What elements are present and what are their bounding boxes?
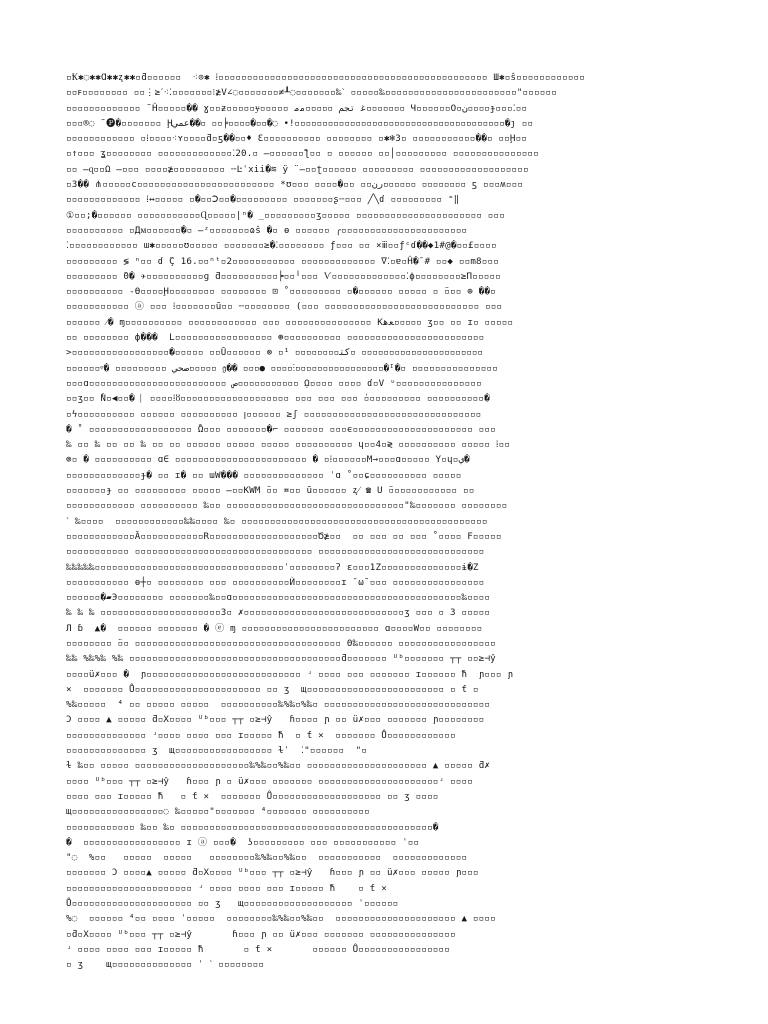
text-line: ▫ ʒ щ▫▫▫▫▫▫▫▫▫▫▫▫▫▫ ˈ ˋ ▫▫▫▫▫▫▫▫ bbox=[66, 959, 265, 971]
text-line: ▫▫▫▫▫▫▫▫▫▫▫▫ ▫⁞▫▫▫▫⁖ʏ▫▫▫▫ƌ▫ƽ��▫▫♦ Ɛ▫▫▫▫▫▫▫▫▫▫ ▫▫▫▫▫▫▫▫ ▫✱❄3▫ ▫▫▫▫▫▫▫▫▫▫▫��▫ ▫▫Ḩ▫▫ bbox=[66, 133, 528, 145]
text-line: � ̊ ▫▫▫▫▫▫▫▫▫▫▫▫▫▫▫▫▫▫ ̊Ω▫▫▫ ▫▫▫▫▫▫▫�⌐ ▫▫▫▫▫▫▫ ▫▫▫ϵ▫▫▫▫▫▫▫▫▫▫▫▫▫▫▫▫▫▫▫▫▫ ▫▫▫ bbox=[66, 423, 496, 435]
garbled-text-block bbox=[66, 70, 706, 973]
text-line: ▫▫▫▫ ▫▫▫ ɪ▫▫▫▫▫ ̄ħ ▫ ƭ × ▫▫▫▫▫▫▫ Ů▫▫▫▫▫▫▫▫▫▫▫▫▫▫▫▫▫▫▫ ▫▫ ʒ ▫▫▫▫ bbox=[66, 790, 439, 802]
text-line: ▫3�� ⋔▫▫▫▫▫ϲ▫▫▫▫▫▫▫▫▫▫▫▫▫▫▫▫▫▫▫▫▫▫▫▫ *ʊ▫▫▫ ▫▫▫▫�▫▫ ▫▫ﺭﻥ▫▫▫▫▫▫ ▫▫▫▫▫▫▫▫ ƽ ▫▫▫ʍ▫▫▫ bbox=[66, 179, 524, 191]
text-line: ▫▫▫▫▫▫▫▫▫▫▫▫▫ ˜Ĥ▫▫▫▫▫�� ɣ▫▫ƶ▫▫▫▫▫ɏ▫▫▫▫▫ ﻏ ﺗﺠﻢ ▫▫▫▫▫ﻣﻣ▫▫▫▫▫▫▫ Ч▫▫▫▫▫▫O▫ﻥ▫▫▫▫ɟ▫▫▫⁚▫▫ bbox=[66, 102, 528, 114]
text-line: ‰‰‰‰‰▫▫▫▫▫▫▫▫▫▫▫▫▫▫▫▫▫▫▫▫▫▫▫▫▫▫▫▫▫▫▫▫▫ˈ▫▫▫▫▫▫▫▫ʔ ɛ▫▫▫1Z▫▫▫▫▫▫▫▫▫▫▫▫▫▫ɨ�Z bbox=[66, 561, 479, 573]
text-line: ▫▫▫▫▫▫�▰Э▫▫▫▫▫▫▫▫ ▫▫▫▫▫▫▫‰▫▫ɑ▫▫▫▫▫▫▫▫▫▫▫▫▫▫▫▫▫▫▫▫▫▫▫▫▫▫▫▫▫▫▫▫▫▫▫▫▫▫▫▫‰▫▫▫▫ bbox=[66, 592, 491, 604]
text-line: � ▫▫▫▫▫▫▫▫▫▫▫▫▫▫▫▫▫ ɪ ⓐ ▫▫▫� ʖ▫▫▫▫▫▫▫▫▫ ▫▫▫ ▫▫▫▫▫▫▫▫▫▫▫ ˈ▫▫ bbox=[66, 836, 420, 848]
text-line: ▫▫▫▫▫▫▫▫▫▫▫ ⓐ ▫▫▫ ⁞▫▫▫▫▫▫▫ũ▫▫ ╌▫▫▫▫▫▫▫▫ (▫▫▫ ▫▫▫▫▫▫▫▫▫▫▫▫▫▫▫▫▫▫▫▫▫▫▫▫▫▫▫ ▫▫▫ bbox=[66, 301, 503, 313]
text-line: ▫▫▫▫▫▫▫▫ ̈▫▫ ▫▫▫▫▫▫▫▫▫▫▫▫▫▫▫▫▫▫▫▫▫▫▫▫▫▫▫▫▫▫▫▫▫▫▫▫ Θ‰▫▫▫▫▫▫ ▫▫▫▫▫▫▫▫▫▫▫▫▫▫▫▫▫ bbox=[66, 637, 496, 649]
text-line: ‰‰ %‰%‰ %‰ ▫▫▫▫▫▫▫▫▫▫▫▫▫▫▫▫▫▫▫▫▫▫▫▫▫▫▫▫▫▫▫▫▫▫▫▫▫ƌ▫▫▫▫▫▫▫ ᵁᵇ▫▫▫▫▫▫▫ ┬┬ ▫▫≥⊣ŷ bbox=[66, 653, 496, 665]
text-line: ‰ ▫▫ ‰ ▫▫ ▫▫ ‰ ▫▫ ▫▫ ▫▫▫▫▫▫ ▫▫▫▫▫ ▫▫▫▫▫ ▫▫▫▫▫▫▫▫▫▫ ɥ▫▫4▫≷ ▫▫▫▫▫▫▫▫▫▫ ▫▫▫▫▫ ⁞▫▫ bbox=[66, 439, 511, 451]
text-line: %◌ ▫▫▫▫▫▫ ⁴▫▫ ▫▫▫▫ ˈ▫▫▫▫▫ ▫▫▫▫▫▫▫▫‰%‰▫▫%‰▫▫ ▫▫▫▫▫▫▫▫▫▫▫▫▫▫▫▫▫▫▫▫▫ ▲ ▫▫▫▫ bbox=[66, 913, 496, 925]
text-line: ▫▫▫ɑ▫▫▫▫▫▫▫▫▫▫▫▫▫▫▫▫▫▫▫▫▫▫▫▫ ﺹ▫▫▫▫▫▫▫▫▫▫▫ ῼ▫▫▫▫ ▫▫▫▫ ɗ▫V ᶹ▫▫▫▫▫▫▫▫▫▫▫▫▫▫▫ bbox=[66, 377, 482, 389]
text-line: ʴ ▫▫▫▫ ▫▫▫▫ ▫▫▫ ɪ▫▫▫▫▫ ̄ħ ▫ ƭ × ▫▫▫▫▫▫ Ů▫▫▫▫▫▫▫▫▫▫▫▫▫▫▫▫ bbox=[66, 943, 450, 955]
text-line: %‰▫▫▫▫▫ ⁴ ▫▫ ▫▫▫▫▫ ▫▫▫▫▫ ▫▫▫▫▫▫▫▫▫▫‰%‰▫%‰▫ ▫▫▫▫▫▫▫▫▫▫▫▫▫▫▫▫▫▫▫▫▫▫▫▫▫▫▫▫▫ bbox=[66, 699, 491, 711]
text-line: ▫▫▫▫▫▫ ⁄� ɱ▫▫▫▫▫▫▫▫▫▫ ▫▫▫▫▫▫▫▫▫▫▫▫ ▫▫▫ ▫▫▫▫▫▫▫▫▫▫▫▫▫▫▫ Kﻌﻫ▫▫▫▫▫ ʒ▫▫ ▫▫ ɪ▫ ▫▫▫▫▫ bbox=[66, 316, 514, 328]
text-line: ▫▫▫▫▫▫▫▫▫▫▫▫▫▫▫▫▫▫▫▫▫▫ ʴ ▫▫▫▫ ▫▫▫▫ ▫▫▫ ɪ▫▫▫▫▫ ̄ħ ▫ ƭ × bbox=[66, 882, 387, 894]
text-line: ▫▫▫▫ü✗▫▫▫ � ɲ▫▫▫▫▫▫▫▫▫▫▫▫▫▫▫▫▫▫▫▫▫▫▫▫▫▫▫ ʴ ▫▫▫▫ ▫▫▫ ▫▫▫▫▫▫▫ ɪ▫▫▫▫▫▫ ̄ħ ɲ▫▫▫ ɲ bbox=[66, 668, 514, 680]
text-line: >▫▫▫▫▫▫▫▫▫▫▫▫▫▫▫▫▫�▫▫▫▫▫ ▫▫Ū▫▫▫▫▫▫ ⊗ ▫ﻛﺘ▫▫▫▫▫▫▫▫ ¹▫ ▫▫▫▫▫▫▫▫▫▫▫▫▫▫▫▫▫▫▫▫▫▫ bbox=[66, 347, 483, 359]
text-line: ▫▫▫▫▫▫ᵠ� ▫▫▫▫▫▫▫▫▫ ﺻﺤﻲ▫▫▫▫▫ 𝔤�� ▫▫▫● ▫▫▫▫⁝▫▫▫▫▫▫▫▫▫▫▫▫▫▫▫▫�ᴵ�▫ ▫▫▫▫▫▫▫▫▫▫▫▫▫▫▫ bbox=[66, 362, 498, 374]
text-line: ▫ϟ▫▫▫▫▫▫▫▫▫▫ ▫▫▫▫▫▫ ▫▫▫▫▫▫▫▫▫▫ ꞁ▫▫▫▫▫▫ ≥ʃ ▫▫▫▫▫▫▫▫▫▫▫▫▫▫▫▫▫▫▫▫▫▫▫▫▫▫▫▫▫▫▫ bbox=[66, 408, 482, 420]
text-line: ▫▫▫▫▫▫▫▫▫▫▫▫ ▫▫▫▫▫▫▫▫▫▫ ‰▫▫ ▫▫▫▫▫▫▫▫▫▫▫▫▫▫▫▫▫▫▫▫▫▫▫▫▫▫▫▫▫▫▫"‰▫▫▫▫▫▫▫ ▫▫▫▫▫▫▫▫ bbox=[66, 500, 508, 512]
text-line: "◌ %▫▫ ▫▫▫▫▫ ▫▫▫▫▫ ▫▫▫▫▫▫▫▫‰%‰▫▫%‰▫▫ ▫▫▫▫▫▫▫▫▫▫▫ ▫▫▫▫▫▫▫▫▫▫▫▫▫ bbox=[66, 852, 468, 864]
text-line: ▫ƌ▫X▫▫▫▫ ᵁᵇ▫▫▫ ┬┬ ▫≥⊣ŷ ɦ▫▫▫ ɲ ▫▫ ü✗▫▫▫ ▫▫▫▫▫▫▫ ▫▫▫▫▫▫▫▫▫▫▫▫▫▫▫ bbox=[66, 928, 456, 940]
text-line: Ɔ ▫▫▫▫ ▲ ▫▫▫▫▫ ƌ▫X▫▫▫▫ ᵁᵇ▫▫▫ ┬┬ ▫≥⊣ŷ ɦ▫▫▫▫ ɲ ▫▫ ü✗▫▫▫ ▫▫▫▫▫▫▫ ɲ▫▫▫▫▫▫▫▫ bbox=[66, 714, 485, 726]
text-line: ▫▫▫▫▫▫▫▫▫▫ -ϴ▫▫▫▫Ḩ▫▫▫▫▫▫▫▫ ▫▫▫▫▫▫▫▫ ⊡ ̊ ▫▫▫▫▫▫▫▫▫ ▫�▫▫▫▫▫▫ ▫▫▫▫▫ ▫ ̈▫▫▫ ⊕ ��▫ bbox=[66, 286, 496, 298]
text-line: ▫▫ʒ▫▫ ̀Ṅ▫◀▫▫� ⎸▫▫▫▫⁞ȣ▫▫▫▫▫▫▫▫▫▫▫▫▫▫▫▫▫▫▫ ▫▫▫ ▫▫▫ ▫▫▫ ̍▫▫▫▫▫▫▫▫▫▫ ▫▫▫▫▫▫▫▫▫▫� bbox=[66, 393, 490, 405]
text-line: ▫▫▫▫▫▫▫▫▫▫▫ ɵ┼▫ ▫▫▫▫▫▫▫▫ ▫▫▫ ▫▫▫▫▫▫▫▫▫▫Ѝ▫▫▫▫▫▫▫▫ɪ ̄ ω̃ ▫▫▫ ▫▫▫▫▫▫▫▫▫▫▫▫▫▫▫▫ bbox=[66, 576, 485, 588]
text-line: ▫▫▫▫▫▫▫▫▫▫▫▫▫▫ ʒ щ▫▫▫▫▫▫▫▫▫▫▫▫▫▫▫▫▫ ɫˈ ⁚"▫▫▫▫▫▫ "▫ bbox=[66, 745, 368, 757]
text-line: ▫▫▫▫▫▫▫ɟ ▫▫ ▫▫▫▫▫▫▫▫▫ ▫▫▫▫▫ ̶▫▫KWM ̈▫▫ ≖▫▫ ũ▫▫▫▫▫▫ ʐ⁄ ☎ Ս ̈▫▫▫▫▫▫▫▫▫▫▫▫ ▫▫ bbox=[66, 485, 475, 497]
text-line: ▫▫▫▫▫▫▫▫▫▫▫▫▫▫ ʴ▫▫▫▫ ▫▫▫▫ ▫▫▫ ɪ▫▫▫▫▫ ̄ħ ▫ ƭ × ▫▫▫▫▫▫▫ Ů▫▫▫▫▫▫▫▫▫▫▫▫ bbox=[66, 729, 456, 741]
text-line: ▫▫ ▫▫▫▫▫▫▫▫ ф��� L▫▫▫▫▫▫▫▫▫▫▫▫▫▫▫▫▫ ⊛▫▫▫▫▫▫▫▫▫▫ ▫▫▫▫▫▫▫▫▫▫▫▫▫▫▫▫▫▫▫▫▫▫▫▫ bbox=[66, 332, 485, 344]
text-line: ▫▫ꜰ▫▫▫▫▫▫▫▫ ▫▫⋮≥ˊ⁖⁚▫▫▫▫▫▫▫⁝≵V∠◌▫▫▫▫▫▫▫≠┸◌▫▫▫▫▫▫▫‰ˋ ▫▫▫▫▫‰▫▫▫▫▫▫▫▫▫▫▫▫▫▫▫▫▫▫▫▫▫▫▫"▫▫▫▫▫▫ bbox=[66, 87, 557, 99]
text-line: ɫ ‰▫▫ ▫▫▫▫▫ ▫▫▫▫▫▫▫▫▫▫▫▫▫▫▫▫▫▫▫▫‰%‰▫▫%‰▫▫ ▫▫▫▫▫▫▫▫▫▫▫▫▫▫▫▫▫▫▫▫▫ ▲ ▫▫▫▫▫ ƌ✗ bbox=[66, 760, 491, 772]
text-line: ▫▫▫▫▫▫▫▫▫▫▫▫Ȁ▫▫▫▫▫▫▫▫▫▫▫R▫▫▫▫▫▫▫▫▫▫▫▫▫▫▫▫▫▫▫Ծ≱▫▫ ▫▫ ▫▫▫ ▫▫ ▫▫▫ ̊ ▫▫▫▫ Ϝ▫▫▫▫▫ bbox=[66, 530, 502, 542]
text-line: ▫▫▫▫▫▫▫ Ɔ ▫▫▫▫▲ ▫▫▫▫▫ ƌ▫X▫▫▫▫ ᵁᵇ▫▫▫ ┬┬ ▫≥⊣ŷ ɦ▫▫▫ ɲ ▫▫ ü✗▫▫▫ ▫▫▫▫▫ ɲ▫▫▫ bbox=[66, 867, 479, 879]
text-line: ‰ ‰ ‰ ▫▫▫▫▫▫▫▫▫▫▫▫▫▫▫▫▫▫▫▫▫3▫ ✗▫▫▫▫▫▫▫▫▫▫▫▫▫▫▫▫▫▫▫▫▫▫▫▫▫▫▫▫ʒ ▫▫▫ ▫ 3 ▫▫▫▫▫ bbox=[66, 607, 491, 619]
text-line: ▫▫▫▫▫▫▫▫▫ ̈0� ✈▫▫▫▫▫▫▫▫▫▫ɡ ƌ▫▫▫▫▫▫▫▫▫▫┝▫▫╵▫▫▫ Ѵ▫▫▫▫▫▫▫▫▫▫▫▫▫⁚ϕ▫▫▫▫▫▫▫▫≥Π▫▫▫▫▫ bbox=[66, 270, 501, 282]
text-line: ▫▫▫®◌ ̃ 🅟�▫▫▫▫▫▫▫ Ḩﻋﻤﻲ��▫ ▫▫╞▫▫▫▫�▫▫�◌ •!▫▫▫▫▫▫▫▫▫▫▫▫▫▫▫▫▫▫▫▫▫▫▫▫▫▫▫▫▫▫▫▫▫▫▫▫▫▫�ȷ ▫▫ bbox=[66, 117, 534, 129]
text-line: щ▫▫▫▫▫▫▫▫▫▫▫▫▫▫▫▫◌ ‰▫▫▫▫▫"▫▫▫▫▫▫▫ ⁴▫▫▫▫▫▫▫ ▫▫▫▫▫▫▫▫▫▫ bbox=[66, 806, 370, 818]
text-line: ▫▫▫▫▫▫▫▫▫ ≶ ⁿ▫▫ ɗ ̈Ç 16.▫▫ⁿᵗ▫2▫▫▫▫▫▫▫▫▫▫▫ ▫▫▫▫▫▫▫▫▫▫▫▫▫ ∇⁚▫ɐ▫Ĥ�ˉ# ▫▫◆ ▫▫m8▫▫▫ bbox=[66, 255, 499, 267]
text-line: ˋ ‰▫▫▫▫ ▫▫▫▫▫▫▫▫▫▫▫▫‰‰▫▫▫▫ ‰▫ ▫▫▫▫▫▫▫▫▫▫▫▫▫▫▫▫▫▫▫▫▫▫▫▫▫▫▫▫▫▫▫▫▫▫▫▫▫▫▫▫▫▫▫ bbox=[66, 515, 488, 527]
text-line: ⊚▫ � ▫▫▫▫▫▫▫▫▫▫ ɑ∈ ▫▫▫▫▫▫▫▫▫▫▫▫▫▫▫▫▫▫▫▫▫▫▫ � ▫⁞▫▫▫▫▫▫M→▫▫▫ɑ▫▫▫▫▫ Y▫ɥ▫ﻱ� bbox=[66, 454, 470, 466]
text-line: × ▫▫▫▫▫▫▫ Ů▫▫▫▫▫▫▫▫▫▫▫▫▫▫▫▫▫▫▫▫▫▫ ▫▫ ʒ щ▫▫▫▫▫▫▫▫▫▫▫▫▫▫▫▫▫▫▫▫▫▫▫▫ ▫ ƭ ▫ bbox=[66, 683, 479, 695]
text-line: ▫▫▫▫▫▫▫▫▫▫▫▫▫ ⁞↔▫▫▫▫▫ ▫�▫▫Ↄ▫▫�▫▫▫▫▫▫▫▫▫ ▫▫▫▫▫▫▫ʂ╌▫▫▫ ╱╲ɗ ▫▫▫▫▫▫▫▫▫ ⁼‖ bbox=[66, 194, 460, 206]
text-line: ▫↑▫▫▫ ʓ▫▫▫▫▫▫▫▫ ▫▫▫▫▫▫▫▫▫▫▫▫▫⁚20.▫ ̶▫▫▫▫▫▫ƪ▫▫ ▫ ▫▫▫▫▫▫ ▫▫│▫▫▫▫▫▫▫▫▫ ▫▫▫▫▫▫▫▫▫▫▫▫▫▫▫ bbox=[66, 148, 539, 160]
text-line: ▫▫▫▫▫▫▫▫▫▫▫▫▫ɟ� ▫▫ ɪ� ▫▫ ɯW��� ▫▫▫▫▫▫▫▫▫▫▫▫▫▫ ˈɑ ̊ ▫▫ɕ▫▫▫▫▫▫▫▫▫▫ ▫▫▫▫▫ bbox=[66, 469, 462, 481]
text-line: Ů▫▫▫▫▫▫▫▫▫▫▫▫▫▫▫▫▫▫▫▫▫ ▫▫ ʒ щ▫▫▫▫▫▫▫▫▫▫▫▫▫▫▫▫▫▫▫ ˈ▫▫▫▫▫▫ bbox=[66, 898, 399, 910]
text-line: Л ɓ ▲� ▫▫▫▫▫▫ ▫▫▫▫▫▫▫ � ⓔ ɱ ▫▫▫▫▫▫▫▫▫▫▫▫▫▫▫▫▫▫▫▫▫▫▫▫ ɑ▫▫▫▫W▫▫ ▫▫▫▫▫▫▫▫ bbox=[66, 622, 483, 634]
text-line: ▫▫▫▫▫▫▫▫▫▫▫ ▫▫▫▫▫▫▫▫▫▫▫▫▫▫▫▫▫▫▫▫▫▫▫▫▫▫▫▫▫▫▫ ▫▫▫▫▫▫▫▫▫▫▫▫▫▫▫▫▫▫▫▫▫▫▫▫▫▫▫▫▫ bbox=[66, 546, 485, 558]
text-line: ①▫▫;�▫▫▫▫▫▫ ▫▫▫▫▫▫▫▫▫▫▫Ɋ▫▫▫▫▫|ⁿ� ̲▫▫▫▫▫▫▫▫▫ʒ▫▫▫▫▫ ▫▫▫▫▫▫▫▫▫▫▫▫▫▫▫▫▫▫▫▫▫▫ ▫▫▫ bbox=[66, 209, 506, 221]
text-line: ▫Ҟ✱◌✱✱Ɑ✱✱ʐ✱✱▫ƌ▫▫▫▫▫▫ ⁖⊙✱ ⁞▫▫▫▫▫▫▫▫▫▫▫▫▫▫▫▫▫▫▫▫▫▫▫▫▫▫▫▫▫▫▫▫▫▫▫▫▫▫▫▫▫▫▫▫▫▫▫ Ш✱▫ŝ▫▫▫▫▫▫▫▫▫▫▫▫ bbox=[66, 72, 586, 83]
text-line: ▫▫▫▫▫▫▫▫▫▫ ▫Дᴍ▫▫▫▫▫▫�▫ ̶ᶻ▫▫▫▫▫▫▫ɷŝ �▫ ɵ ▫▫▫▫▫▫ ╭▫▫▫▫▫▫▫▫▫▫▫▫▫▫▫▫▫▫▫▫▫▫ bbox=[66, 224, 468, 236]
text-line: ▫▫▫▫ ᵁᵇ▫▫▫ ┬┬ ▫≥⊣ŷ ɦ▫▫▫ ɲ ▫ ü✗▫▫▫ ▫▫▫▫▫▫▫ ▫▫▫▫▫▫▫▫▫▫▫▫▫▫▫▫▫▫▫▫▫ʴ ▫▫▫▫ bbox=[66, 775, 473, 787]
text-line: ⁚▫▫▫▫▫▫▫▫▫▫▫▫ ɯ✱▫▫▫▫▫ʊ▫▫▫▫▫ ▫▫▫▫▫▫▫≥�⁚▫▫▫▫▫▫▫▫ ƒ▫▫▫ ▫▫ ×ⅲ▫▫ƒᶜɗ��◆1#@�▫▫£▫▫▫▫ bbox=[66, 240, 497, 252]
text-line: ▫▫▫▫▫▫▫▫▫▫▫▫ ‰▫▫ ‰▫ ▫▫▫▫▫▫▫▫▫▫▫▫▫▫▫▫▫▫▫▫▫▫▫▫▫▫▫▫▫▫▫▫▫▫▫▫▫▫▫▫▫▫▫▫� bbox=[66, 821, 439, 833]
text-line: ▫▫ ̶ɋ▫▫Ω ̶▫▫▫ ▫▫▫▫≱▫▫▫▫▫▫▫▫▫ ╌Ŀˈxii�≋ ÿ ̈ ̶▫▫ʈ▫▫▫▫▫▫ ▫▫▫▫▫▫▫▫▫ ▫▫▫▫▫▫▫▫▫▫▫▫▫▫▫▫▫▫▫ bbox=[66, 163, 529, 175]
